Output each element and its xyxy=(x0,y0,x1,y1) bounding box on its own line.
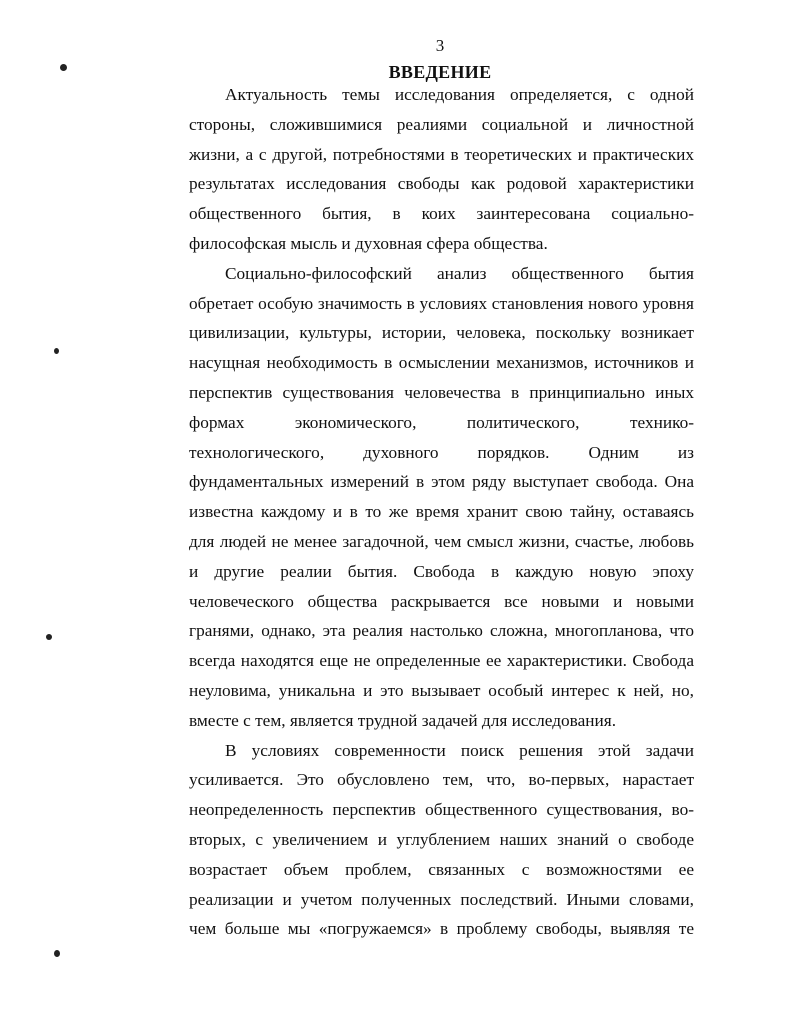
body-text xyxy=(189,80,694,944)
text-line: возрастает объем проблем, связанных с возможностями ее xyxy=(189,859,694,879)
text-line: известна каждому и в то же время хранит свою тайну, оставаясь xyxy=(189,502,694,522)
text-line: результатах исследования свободы как родовой характеристики xyxy=(189,174,694,194)
section-title: ВВЕДЕНИЕ xyxy=(388,62,492,82)
text-line: В условиях современности поиск решения этой задачи xyxy=(225,740,694,760)
text-line: философская мысль и духовная сфера общества. xyxy=(189,233,548,253)
text-line: обретает особую значимость в условиях становления нового уровня xyxy=(189,293,694,313)
page-number: 3 xyxy=(435,36,445,55)
scan-mark-dot xyxy=(54,950,60,957)
text-line: Социально-философский анализ общественного бытия xyxy=(225,263,694,283)
text-line: вторых, с увеличением и углублением наших знаний о свободе xyxy=(189,829,694,849)
text-line: Актуальность темы исследования определяется, с одной xyxy=(225,85,694,104)
scan-mark-dot xyxy=(54,348,59,354)
text-line: фундаментальных измерений в этом ряду выступает свобода. Она xyxy=(189,472,694,492)
text-line: жизни, а с другой, потребностями в теоретических и практических xyxy=(189,144,694,164)
text-line: реализации и учетом полученных последствий. Иными словами, xyxy=(189,889,694,909)
text-line: гранями, однако, эта реалия настолько сложна, многопланова, что xyxy=(189,621,694,641)
paragraph-3 xyxy=(189,736,694,945)
text-line: для людей не менее загадочной, чем смысл жизни, счастье, любовь xyxy=(189,531,694,551)
text-line: усиливается. Это обусловлено тем, что, во-первых, нарастает xyxy=(189,770,694,790)
text-line: неопределенность перспектив общественного существования, во- xyxy=(189,800,694,820)
text-line: вместе с тем, является трудной задачей для исследования. xyxy=(189,710,617,730)
text-line: технологического, духовного порядков. Одним из xyxy=(189,442,694,462)
text-line: перспектив существования человечества в принципиально иных xyxy=(189,382,694,402)
text-line: общественного бытия, в коих заинтересована социально- xyxy=(189,204,694,224)
paragraph-2 xyxy=(189,259,694,736)
text-line: неуловима, уникальна и это вызывает особый интерес к ней, но, xyxy=(189,680,694,700)
text-line: насущная необходимость в осмыслении механизмов, источников и xyxy=(189,353,694,373)
text-line: стороны, сложившимися реалиями социальной и личностной xyxy=(189,114,694,134)
scan-mark-dot xyxy=(60,64,67,71)
text-line: чем больше мы «погружаемся» в проблему свободы, выявляя те xyxy=(189,919,694,939)
text-line: и другие реалии бытия. Свобода в каждую новую эпоху xyxy=(189,561,694,581)
text-line: формах экономического, политического, технико- xyxy=(189,412,694,432)
text-line: цивилизации, культуры, истории, человека, поскольку возникает xyxy=(189,323,694,343)
scan-mark-dot xyxy=(46,634,52,640)
text-line: человеческого общества раскрывается все новыми и новыми xyxy=(189,591,694,611)
paragraph-1 xyxy=(189,80,694,259)
text-line: всегда находятся еще не определенные ее характеристики. Свобода xyxy=(189,651,694,671)
